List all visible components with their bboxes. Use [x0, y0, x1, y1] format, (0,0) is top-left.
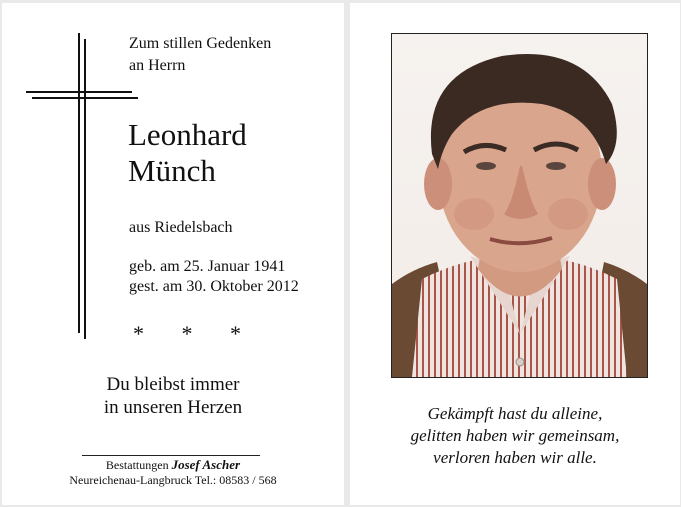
portrait-illustration: [392, 34, 647, 377]
undertaker-prefix: Bestattungen: [105, 458, 169, 472]
cross-horizontal-bar-shadow: [32, 97, 138, 99]
motto-line-2: in unseren Herzen: [103, 397, 243, 418]
deceased-name: [128, 117, 247, 189]
birth-date: geb. am 25. Januar 1941: [129, 258, 286, 275]
verse-line-3: verloren haben wir alle.: [433, 448, 597, 467]
cross-vertical-bar: [78, 33, 80, 333]
undertaker-title: [2, 457, 344, 473]
undertaker-address: Neureichenau-Langbruck Tel.: 08583 / 568: [69, 473, 277, 487]
intro-line-2: an Herrn: [129, 57, 186, 74]
stars-divider: * * *: [133, 321, 257, 346]
first-name: Leonhard: [128, 117, 247, 152]
last-name: Münch: [128, 153, 216, 188]
life-dates: [129, 257, 299, 297]
right-card-panel: [350, 3, 680, 505]
death-date: gest. am 30. Oktober 2012: [129, 278, 299, 295]
verse-line-2: gelitten haben wir gemeinsam,: [410, 426, 620, 445]
verse-line-1: Gekämpft hast du alleine,: [427, 404, 603, 423]
intro-text: [129, 33, 271, 77]
cross-horizontal-bar: [26, 91, 132, 93]
undertaker-divider: [82, 455, 260, 456]
cross-vertical-bar-shadow: [84, 39, 86, 339]
undertaker-name: Josef Ascher: [171, 457, 241, 472]
intro-line-1: Zum stillen Gedenken: [129, 35, 272, 52]
left-card-panel: [2, 3, 344, 505]
portrait-photo: [391, 33, 648, 378]
motto-line-1: Du bleibst immer: [106, 374, 240, 395]
motto-text: [2, 373, 344, 419]
origin-text: aus Riedelsbach: [129, 219, 233, 236]
verse-text: [350, 403, 680, 469]
undertaker-info: [2, 457, 344, 488]
